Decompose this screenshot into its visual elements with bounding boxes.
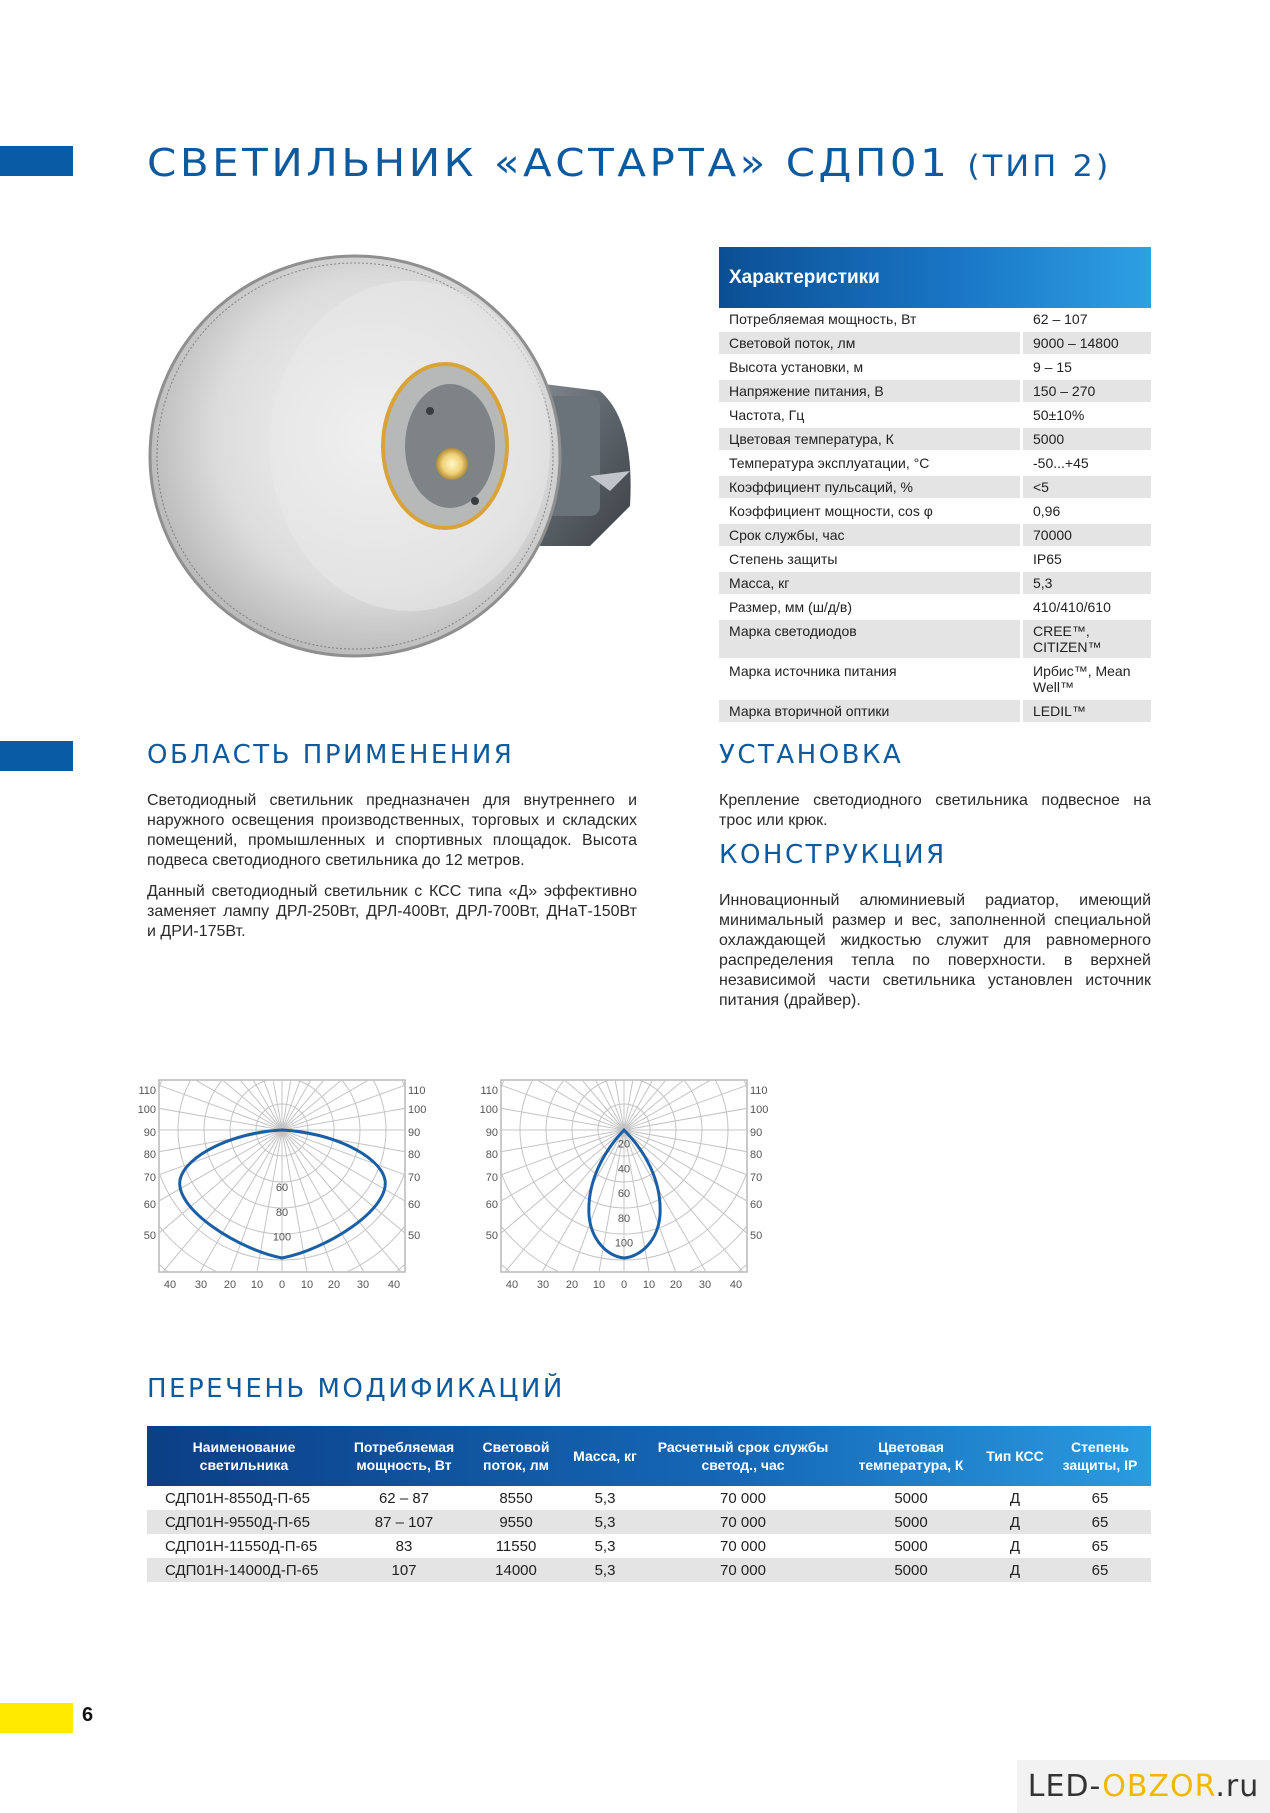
col-header-power: Потребляемая мощность, Вт: [353, 1439, 455, 1473]
modification-cell: 5,3: [594, 1537, 616, 1555]
col-header-name: Наименование светильника: [192, 1439, 296, 1473]
col-header-color-temp: Цветовая температура, К: [858, 1439, 964, 1473]
polar-scale-label: 10: [300, 1279, 314, 1291]
spec-key: Срок службы, час: [729, 527, 845, 543]
polar-radial-label: 80: [617, 1212, 631, 1225]
modification-cell: 87 – 107: [374, 1513, 434, 1531]
page-marker: [0, 1703, 73, 1733]
spec-value: LEDIL™: [1020, 700, 1151, 722]
spec-row: [719, 404, 1151, 428]
polar-angle-label-right: 90: [408, 1127, 421, 1139]
polar-scale-label: 30: [356, 1279, 370, 1291]
specs-rows: [719, 308, 1151, 722]
polar-angle-label-right: 100: [750, 1104, 769, 1116]
polar-scale-label: 30: [194, 1279, 208, 1291]
construction-title: КОНСТРУКЦИЯ: [719, 840, 947, 870]
polar-scale-label: 20: [565, 1279, 579, 1291]
modifications-table: [147, 1426, 1151, 1582]
modification-cell: 62 – 87: [378, 1489, 430, 1507]
spec-value: 410/410/610: [1020, 596, 1151, 618]
spec-value: 9 – 15: [1020, 356, 1151, 378]
spec-key: Температура эксплуатации, °С: [729, 455, 930, 471]
page-title: [147, 140, 1111, 185]
construction-text: Инновационный алюминиевый радиатор, имеющий минимальный размер и вес, заполненной специальной охлаждающей жидкостью служит для равномерного распределения тепла по поверхности. в верхней независимой части светильника установлен источник питания (драйвер).: [719, 892, 1151, 1009]
page-number: 6: [82, 1704, 94, 1726]
polar-angle-label-right: 110: [750, 1085, 768, 1097]
spec-value: 70000: [1020, 524, 1151, 546]
modification-cell: 83: [395, 1537, 413, 1555]
modifications-body: [147, 1486, 1151, 1582]
modification-cell: СДП01Н-14000Д-П-65: [165, 1561, 319, 1579]
polar-angle-label-left: 100: [479, 1104, 498, 1116]
polar-angle-label-right: 70: [408, 1172, 421, 1184]
spec-row: [719, 596, 1151, 620]
modification-cell: 65: [1091, 1561, 1109, 1579]
modification-cell: 5000: [894, 1537, 928, 1555]
spec-row: [719, 524, 1151, 548]
application-text: [147, 791, 637, 953]
polar-scale-label: 0: [620, 1279, 628, 1291]
spec-key: Марка источника питания: [729, 663, 897, 679]
application-paragraph-2: Данный светодиодный светильник с КСС типа «Д» эффективно заменяет лампу ДРЛ-250Вт, ДРЛ-400Вт, ДРЛ-700Вт, ДНаТ-150Вт и ДРИ-175Вт.: [147, 883, 637, 940]
application-title: ОБЛАСТЬ ПРИМЕНЕНИЯ: [147, 740, 515, 770]
modifications-header-row: [147, 1426, 1151, 1486]
polar-angle-label-right: 60: [408, 1199, 421, 1211]
spec-value: 0,96: [1020, 500, 1151, 522]
polar-chart-narrow: [479, 1070, 817, 1295]
spec-value: 50±10%: [1020, 404, 1151, 426]
spec-row: [719, 428, 1151, 452]
polar-angle-label-right: 100: [408, 1104, 427, 1116]
spec-key: Световой поток, лм: [729, 335, 856, 351]
spec-key: Размер, мм (ш/д/в): [729, 599, 852, 615]
modification-cell: 70 000: [720, 1561, 766, 1579]
installation-text: Крепление светодиодного светильника подвесное на трос или крюк.: [719, 792, 1151, 829]
polar-angle-label-right: 70: [750, 1172, 763, 1184]
col-header-lifetime: Расчетный срок службы светод., час: [657, 1439, 829, 1473]
spec-value: 9000 – 14800: [1020, 332, 1151, 354]
lamp-image: [130, 246, 650, 686]
spec-row: [719, 700, 1151, 722]
polar-angle-label-right: 90: [750, 1127, 763, 1139]
polar-scale-label: 40: [387, 1279, 401, 1291]
polar-scale-label: 30: [698, 1279, 712, 1291]
polar-angle-label-right: 80: [750, 1149, 763, 1161]
polar-radial-label: 100: [272, 1231, 292, 1244]
title-main: СВЕТИЛЬНИК «АСТАРТА» СДП01: [147, 139, 951, 186]
polar-angle-label-right: 80: [408, 1149, 421, 1161]
spec-key: Высота установки, м: [729, 359, 864, 375]
polar-angle-label-left: 90: [143, 1127, 156, 1139]
spec-row: [719, 356, 1151, 380]
polar-radial-label: 60: [617, 1188, 631, 1201]
spec-value: CREE™, CITIZEN™: [1020, 620, 1151, 658]
col-header-protection: Степень защиты, IP: [1062, 1439, 1138, 1473]
polar-radial-label: 100: [614, 1237, 634, 1250]
polar-scale-label: 10: [250, 1279, 264, 1291]
spec-key: Потребляемая мощность, Вт: [729, 311, 917, 327]
polar-scale-label: 40: [505, 1279, 519, 1291]
modification-cell: Д: [1009, 1561, 1021, 1579]
polar-radial-label: 60: [275, 1182, 289, 1195]
polar-angle-label-left: 70: [485, 1172, 498, 1184]
polar-chart-wide: [137, 1070, 475, 1295]
modification-cell: 5000: [894, 1561, 928, 1579]
polar-scale-label: 20: [223, 1279, 237, 1291]
spec-row: [719, 500, 1151, 524]
section-marker-title: [0, 146, 73, 176]
polar-scale-label: 0: [278, 1279, 286, 1291]
polar-angle-label-right: 110: [408, 1085, 426, 1097]
spec-value: 5000: [1020, 428, 1151, 450]
modification-cell: 9550: [499, 1513, 533, 1531]
spec-value: -50...+45: [1020, 452, 1151, 474]
spec-key: Коэффициент пульсаций, %: [729, 479, 914, 495]
modification-cell: СДП01Н-8550Д-П-65: [165, 1489, 310, 1507]
spec-key: Степень защиты: [729, 551, 838, 567]
spec-row: [719, 308, 1151, 332]
polar-scale-label: 10: [592, 1279, 606, 1291]
polar-scale-label: 40: [729, 1279, 743, 1291]
spec-row: [719, 332, 1151, 356]
modification-cell: 70 000: [720, 1513, 766, 1531]
polar-angle-label-left: 70: [143, 1172, 156, 1184]
application-paragraph-1: Светодиодный светильник предназначен для внутреннего и наружного освещения производственных, торговых и складских помещений, промышленных и спортивных площадок. Высота подвеса светодиодного светильника до 12 метров.: [147, 792, 637, 869]
polar-angle-label-left: 80: [143, 1149, 156, 1161]
spec-key: Напряжение питания, В: [729, 383, 884, 399]
spec-key: Коэффициент мощности, cos φ: [729, 503, 933, 519]
modifications-title: ПЕРЕЧЕНЬ МОДИФИКАЦИЙ: [147, 1374, 565, 1404]
col-header-flux: Световой поток, лм: [482, 1439, 550, 1473]
spec-value: Ирбис™, Mean Well™: [1020, 660, 1151, 698]
installation-title: УСТАНОВКА: [719, 740, 904, 770]
spec-value: 5,3: [1020, 572, 1151, 594]
modification-cell: 70 000: [720, 1537, 766, 1555]
spec-value: 62 – 107: [1020, 308, 1151, 330]
modification-cell: 5000: [894, 1513, 928, 1531]
polar-angle-label-left: 50: [485, 1230, 498, 1242]
polar-angle-label-left: 90: [485, 1127, 498, 1139]
brand-part-3: .ru: [1215, 1769, 1260, 1804]
spec-key: Марка светодиодов: [729, 623, 857, 639]
polar-angle-label-left: 100: [137, 1104, 156, 1116]
modification-cell: 5000: [894, 1489, 928, 1507]
brand-part-1: LED-: [1027, 1769, 1103, 1804]
polar-radial-label: 20: [617, 1138, 631, 1151]
polar-angle-label-right: 50: [408, 1230, 421, 1242]
modification-cell: СДП01Н-11550Д-П-65: [165, 1537, 318, 1555]
spec-key: Марка вторичной оптики: [729, 703, 890, 719]
spec-row: [719, 452, 1151, 476]
modification-row: [147, 1486, 1151, 1510]
section-marker-application: [0, 741, 73, 771]
modification-cell: 5,3: [594, 1561, 616, 1579]
polar-radial-label: 80: [275, 1206, 289, 1219]
polar-angle-label-left: 80: [485, 1149, 498, 1161]
polar-angle-label-left: 50: [143, 1230, 156, 1242]
specs-header: Характеристики: [719, 247, 1151, 308]
modification-cell: Д: [1009, 1513, 1021, 1531]
polar-scale-label: 30: [536, 1279, 550, 1291]
title-suffix: (ТИП 2): [967, 148, 1112, 184]
modification-cell: 14000: [495, 1561, 537, 1579]
polar-scale-label: 20: [327, 1279, 341, 1291]
spec-row: [719, 620, 1151, 660]
modification-cell: 8550: [499, 1489, 533, 1507]
spec-value: IP65: [1020, 548, 1151, 570]
specs-table: [719, 247, 1151, 722]
polar-scale-label: 10: [642, 1279, 656, 1291]
modification-cell: Д: [1009, 1537, 1021, 1555]
polar-scale-label: 20: [669, 1279, 683, 1291]
modification-cell: 11550: [495, 1537, 537, 1555]
polar-angle-label-right: 50: [750, 1230, 763, 1242]
modification-cell: СДП01Н-9550Д-П-65: [165, 1513, 310, 1531]
polar-angle-label-left: 110: [480, 1085, 498, 1097]
brand-watermark: [1017, 1760, 1270, 1813]
spec-row: [719, 660, 1151, 700]
spec-key: Цветовая температура, К: [729, 431, 894, 447]
polar-angle-label-right: 60: [750, 1199, 763, 1211]
modification-cell: 65: [1091, 1537, 1109, 1555]
spec-key: Масса, кг: [729, 575, 790, 591]
spec-value: <5: [1020, 476, 1151, 498]
modification-cell: 107: [391, 1561, 417, 1579]
spec-row: [719, 476, 1151, 500]
spec-row: [719, 548, 1151, 572]
modification-cell: 65: [1091, 1489, 1109, 1507]
spec-row: [719, 380, 1151, 404]
polar-angle-label-left: 110: [138, 1085, 156, 1097]
modification-cell: Д: [1009, 1489, 1021, 1507]
brand-part-2: OBZOR: [1102, 1769, 1216, 1804]
polar-scale-label: 40: [163, 1279, 177, 1291]
polar-angle-label-left: 60: [485, 1199, 498, 1211]
spec-row: [719, 572, 1151, 596]
spec-key: Частота, Гц: [729, 407, 805, 423]
modification-cell: 65: [1091, 1513, 1109, 1531]
col-header-mass: Масса, кг: [573, 1448, 637, 1464]
modification-cell: 70 000: [720, 1489, 766, 1507]
modification-row: [147, 1534, 1151, 1558]
modification-row: [147, 1558, 1151, 1582]
col-header-kss-type: Тип КСС: [986, 1448, 1044, 1464]
modification-cell: 5,3: [594, 1489, 616, 1507]
polar-angle-label-left: 60: [143, 1199, 156, 1211]
spec-value: 150 – 270: [1020, 380, 1151, 402]
modification-cell: 5,3: [594, 1513, 616, 1531]
modification-row: [147, 1510, 1151, 1534]
polar-radial-label: 40: [617, 1163, 631, 1176]
